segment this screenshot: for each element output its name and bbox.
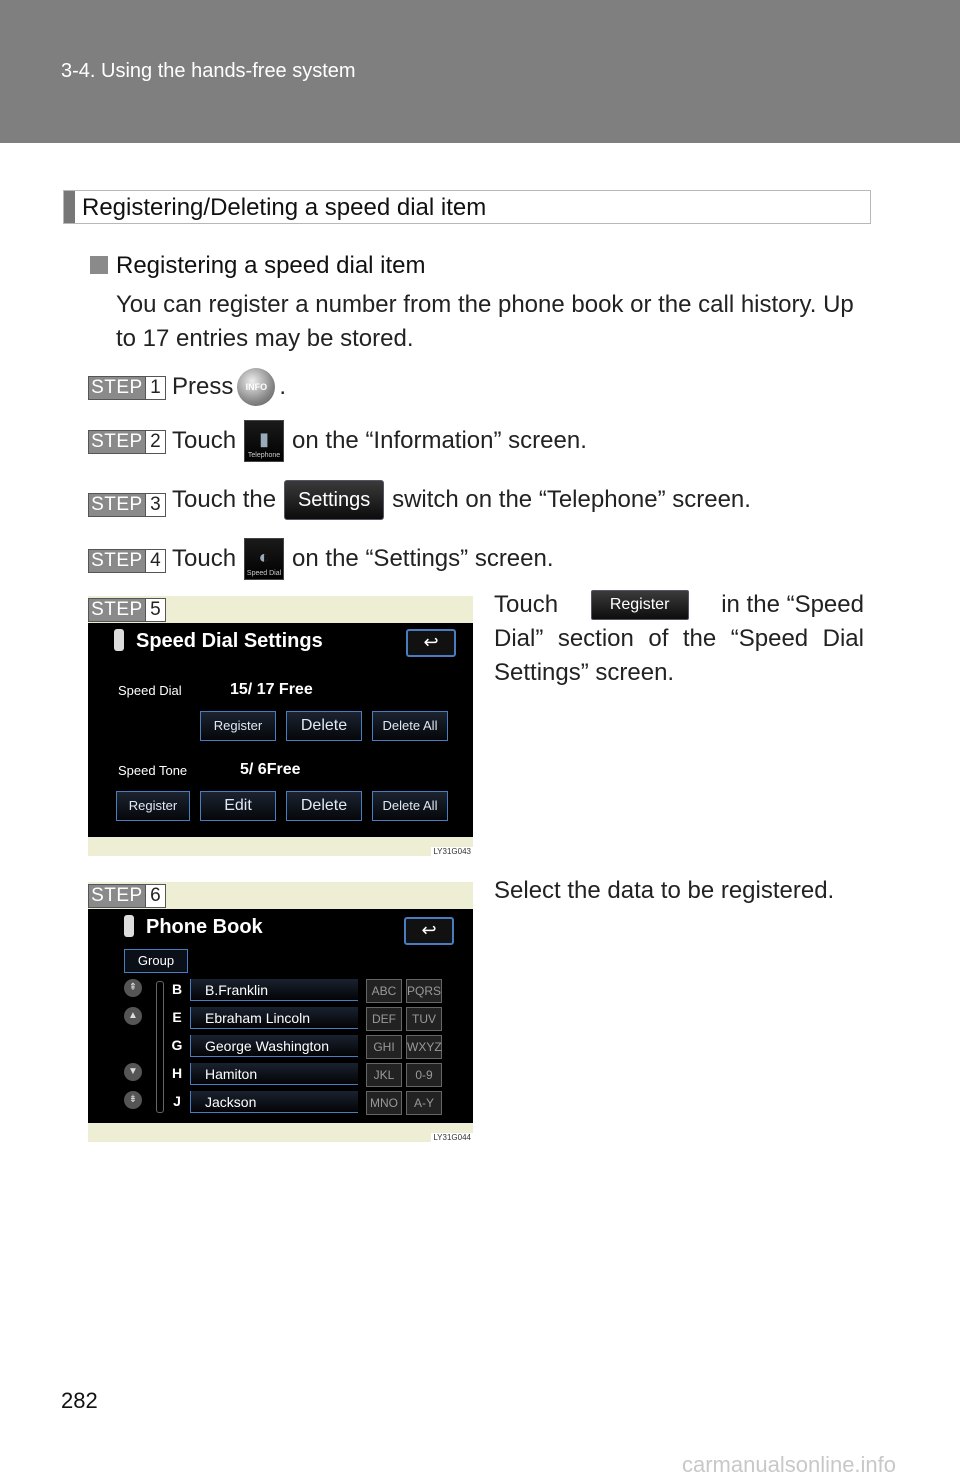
back-button[interactable]: ↩ <box>406 629 456 657</box>
index-key[interactable]: 0-9 <box>406 1063 442 1087</box>
index-key[interactable]: JKL <box>366 1063 402 1087</box>
square-bullet-icon <box>90 256 108 274</box>
index-key[interactable]: GHI <box>366 1035 402 1059</box>
phonebook-entry[interactable]: Ebraham Lincoln <box>190 1007 358 1029</box>
index-key[interactable]: TUV <box>406 1007 442 1031</box>
index-key[interactable]: A-Y <box>406 1091 442 1115</box>
step-5-pre: Touch <box>494 591 559 618</box>
index-letter: J <box>173 1093 181 1109</box>
index-key[interactable]: DEF <box>366 1007 402 1031</box>
page-up-icon[interactable]: ⇞ <box>124 979 142 997</box>
step-label: STEP <box>91 599 143 620</box>
step-4-post: on the “Settings” screen. <box>292 545 554 572</box>
index-key[interactable]: ABC <box>366 979 402 1003</box>
delete-button[interactable]: Delete <box>286 711 362 741</box>
section-title-box <box>63 190 871 224</box>
step-3-badge <box>88 493 166 517</box>
phonebook-entry[interactable]: George Washington <box>190 1035 358 1057</box>
header-section-title: 3-4. Using the hands-free system <box>61 60 356 82</box>
figure-code: LY31G044 <box>433 1133 471 1142</box>
telephone-tile-icon: ▮ Telephone <box>244 420 284 462</box>
tone-register-button[interactable]: Register <box>116 791 190 821</box>
settings-switch-icon: Settings <box>284 480 384 520</box>
page-number: 282 <box>61 1388 98 1413</box>
group-tab[interactable]: Group <box>124 949 188 973</box>
scrollbar[interactable] <box>156 981 164 1113</box>
step-5-first-line <box>494 588 864 622</box>
phone-icon <box>124 915 134 937</box>
page-header <box>0 0 960 143</box>
intro-text: You can register a number from the phone book or the call history. Up to 17 entries may be stored. <box>116 291 854 352</box>
step-number: 6 <box>145 885 165 907</box>
speed-dial-count: 15/ 17 Free <box>230 681 313 698</box>
step-4-pre: Touch <box>172 545 237 572</box>
step-1-badge <box>88 376 166 400</box>
figure-code: LY31G043 <box>433 847 471 856</box>
index-letter: H <box>171 1065 183 1081</box>
step-5-post: Dial” section of the “Speed Dial Settings” screen. <box>494 625 864 686</box>
subheading-text: Registering a speed dial item <box>116 252 426 279</box>
subheading <box>90 252 426 280</box>
step-number: 4 <box>145 550 165 572</box>
index-key[interactable]: WXYZ <box>406 1035 442 1059</box>
step-2-badge <box>88 430 166 454</box>
register-button-icon: Register <box>591 590 689 620</box>
step-3-post: switch on the “Telephone” screen. <box>392 486 751 513</box>
speed-dial-label: Speed Dial <box>118 683 182 698</box>
speed-tone-count: 5/ 6Free <box>240 761 301 778</box>
step-5-badge <box>88 598 166 622</box>
step-4-text <box>172 537 554 581</box>
delete-all-button[interactable]: Delete All <box>372 711 448 741</box>
step-label: STEP <box>91 550 143 571</box>
step-5-description <box>494 588 864 690</box>
step-number: 5 <box>145 599 165 621</box>
back-button[interactable]: ↩ <box>404 917 454 945</box>
step-number: 1 <box>145 377 165 399</box>
tone-delete-all-button[interactable]: Delete All <box>372 791 448 821</box>
index-letter: E <box>172 1009 182 1025</box>
section-title-bar <box>64 191 75 223</box>
step-5-mid: in the “Speed <box>721 591 864 618</box>
register-button[interactable]: Register <box>200 711 276 741</box>
step-3-pre: Touch the <box>172 486 277 513</box>
step-1-post: . <box>279 373 287 400</box>
speed-dial-settings-screen <box>88 623 473 837</box>
step-label: STEP <box>91 377 143 398</box>
step-number: 2 <box>145 431 165 453</box>
step-6-badge <box>88 884 166 908</box>
step-1-pre: Press <box>172 373 234 400</box>
scroll-down-icon[interactable]: ▼ <box>124 1063 142 1081</box>
speed-dial-settings-figure <box>88 596 473 856</box>
index-letter: B <box>171 981 183 997</box>
step-label: STEP <box>91 885 143 906</box>
page-down-icon[interactable]: ⇟ <box>124 1091 142 1109</box>
step-label: STEP <box>91 431 143 452</box>
phonebook-entry[interactable]: Jackson <box>190 1091 358 1113</box>
phone-book-screen <box>88 909 473 1123</box>
index-key[interactable]: PQRS <box>406 979 442 1003</box>
tone-edit-button[interactable]: Edit <box>200 791 276 821</box>
step-4-badge <box>88 549 166 573</box>
screen-title: Speed Dial Settings <box>114 629 323 653</box>
screen-title: Phone Book <box>124 915 263 939</box>
index-key[interactable]: MNO <box>366 1091 402 1115</box>
section-title: Registering/Deleting a speed dial item <box>82 194 487 221</box>
step-3-text <box>172 480 751 520</box>
step-2-text <box>172 419 587 463</box>
step-2-pre: Touch <box>172 427 237 454</box>
step-1-text <box>172 366 286 408</box>
phonebook-entry[interactable]: B.Franklin <box>190 979 358 1001</box>
watermark: carmanualsonline.info <box>682 1452 897 1477</box>
step-2-post: on the “Information” screen. <box>292 427 587 454</box>
step-number: 3 <box>145 494 165 516</box>
phone-icon: ▮ <box>259 429 269 449</box>
phonebook-entry[interactable]: Hamiton <box>190 1063 358 1085</box>
scroll-up-icon[interactable]: ▲ <box>124 1007 142 1025</box>
step-label: STEP <box>91 494 143 515</box>
tone-delete-button[interactable]: Delete <box>286 791 362 821</box>
index-letter: G <box>171 1037 183 1053</box>
phone-icon <box>114 629 124 651</box>
speed-dial-tile-icon: ◐ Speed Dial <box>244 538 284 580</box>
step-6-description: Select the data to be registered. <box>494 877 835 904</box>
speed-tone-label: Speed Tone <box>118 763 188 778</box>
phone-book-figure <box>88 882 473 1142</box>
info-button-icon: INFO <box>237 368 275 406</box>
speed-dial-icon: ◐ <box>258 547 270 567</box>
